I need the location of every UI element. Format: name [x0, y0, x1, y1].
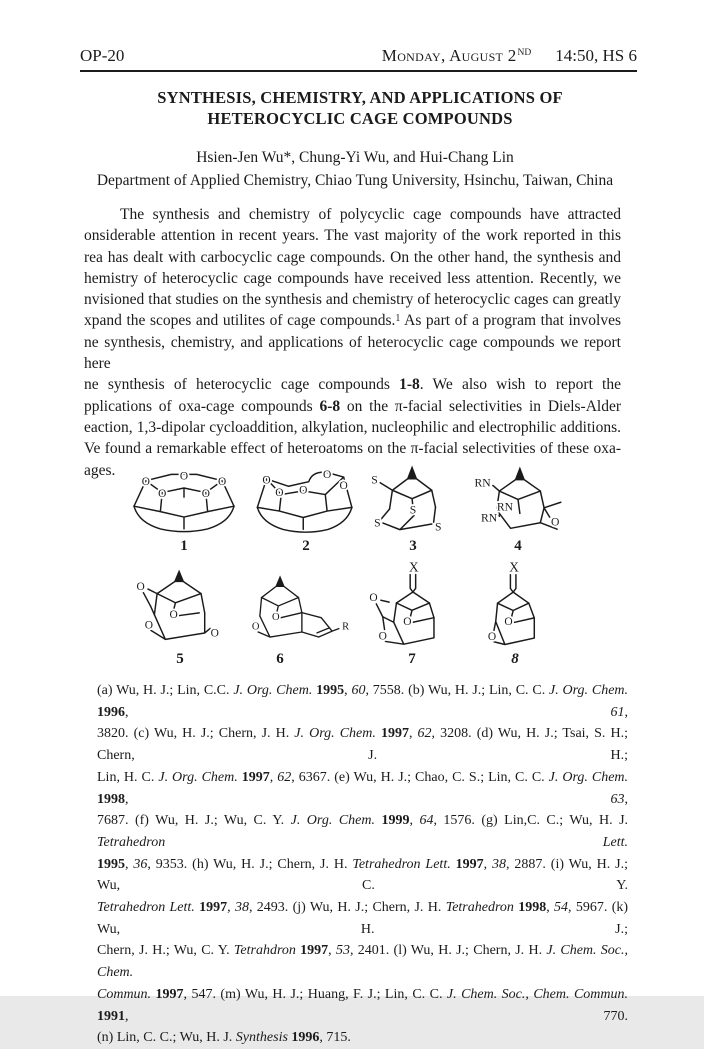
reference-line: Lin, H. C. J. Org. Chem. 1997, 62, 6367. (e) Wu, H. J.; Chao, C. S.; Lin, C. C. J. Org. Chem. 1998, 63, — [97, 769, 629, 807]
compound-6-label: 6 — [276, 651, 284, 667]
atom-label-o: O — [403, 616, 412, 629]
atom-label-o: O — [272, 612, 280, 624]
atom-label-o: O — [210, 627, 219, 640]
atom-label-o: O — [158, 488, 167, 501]
atom-label-s: S — [371, 473, 378, 487]
header-rule — [80, 70, 637, 72]
reference-line: (a) Wu, H. J.; Lin, C.C. J. Org. Chem. 1995, 60, 7558. (b) Wu, H. J.; Lin, C. C. J. Org. Chem. 1996, 61, — [97, 683, 629, 720]
abstract-line: ages. — [84, 461, 116, 479]
compound-1-label: 1 — [180, 538, 188, 555]
atom-label-o: O — [378, 630, 387, 643]
atom-label-o: O — [218, 476, 227, 489]
compound-6 — [238, 574, 354, 668]
affiliation: Department of Applied Chemistry, Chiao Tung University, Hsinchu, Taiwan, China — [96, 172, 614, 189]
abstract-line: eaction, 1,3-dipolar cycloaddition, alkylation, nucleophilic and electrophilic additions. — [84, 418, 621, 436]
abstract-line: nvisioned that studies on the synthesis and chemistry of heterocyclic cages can greatly — [84, 291, 621, 309]
compound-8-label: 8 — [511, 651, 519, 667]
abstract-line: Ve found a remarkable effect of heteroatoms on the π-facial selectivities of these oxa- — [84, 440, 621, 458]
compound-4-structure — [464, 465, 572, 538]
atom-label-s: S — [409, 503, 417, 517]
session-time-room: 14:50, HS 6 — [555, 46, 637, 65]
abstract-line: ne synthesis of heterocyclic cage compounds 1-8. We also wish to report the — [84, 376, 621, 394]
page-header — [80, 46, 637, 72]
atom-label-o: O — [169, 608, 178, 621]
atom-label-o: O — [201, 488, 210, 501]
reference-line: (n) Lin, C. C.; Wu, H. J. Synthesis 1996, 715. — [97, 1030, 351, 1046]
atom-label-rn: RN — [496, 500, 514, 514]
title-line-1: SYNTHESIS, CHEMISTRY, AND APPLICATIONS OF — [157, 88, 563, 107]
compound-4-label: 4 — [514, 538, 522, 555]
reference-line: Tetrahedron Lett. 1997, 38, 2493. (j) Wu, H. J.; Chern, J. H. Tetrahedron 1998, 54, 5967. (k) Wu, H. J.; — [97, 900, 629, 937]
atom-label-o: O — [141, 476, 150, 489]
compound-2 — [250, 467, 362, 555]
compound-5-structure — [126, 568, 234, 650]
reference-line: Chern, J. H.; Wu, C. Y. Tetrahdron 1997, 53, 2401. (l) Wu, H. J.; Chern, J. H. J. Chem. Soc., Chem. — [97, 943, 629, 981]
atom-label-o: O — [179, 470, 189, 483]
abstract-line: xpand the scopes and utilites of cage compounds.$^1$ As part of a program that involves — [84, 312, 621, 330]
atom-label-s: S — [435, 520, 442, 534]
compound-3 — [368, 464, 458, 555]
compound-5-label: 5 — [176, 651, 184, 667]
reference-line: Commun. 1997, 547. (m) Wu, H. J.; Huang, F. J.; Lin, C. C. J. Chem. Soc., Chem. Commun. 1991, 770. — [97, 986, 629, 1024]
reference-line: 7687. (f) Wu, H. J.; Wu, C. Y. J. Org. Chem. 1999, 64, 1576. (g) Lin,C. C.; Wu, H. J. Tetrahedron Lett. — [97, 813, 629, 850]
atom-label-rn: RN — [474, 475, 491, 489]
atom-label-o: O — [504, 616, 513, 629]
atom-label-o: O — [551, 514, 560, 528]
abstract-line: hemistry of heterocyclic cage compounds have received less attention. Recently, we — [84, 269, 621, 287]
atom-label-o: O — [275, 487, 284, 500]
references-block — [97, 680, 628, 1049]
structures-row-1 — [124, 464, 572, 555]
abstract-line: rea has dealt with carbocyclic cage compounds. On the other hand, the synthesis and — [84, 248, 621, 266]
abstract-line: ne synthesis, chemistry, and applications of heterocyclic cage compounds we report here — [84, 333, 621, 373]
abstract-line: onsiderable attention in recent years. The vast majority of the work reported in this — [84, 227, 621, 245]
abstract-body — [84, 204, 621, 481]
atom-label-rn: RN — [481, 511, 498, 525]
page-title — [84, 88, 636, 129]
title-line-2: HETEROCYCLIC CAGE COMPOUNDS — [207, 108, 513, 128]
compound-4 — [464, 465, 572, 556]
reference-line: 1995, 36, 9353. (h) Wu, H. J.; Chern, J. H. Tetrahedron Lett. 1997, 38, 2887. (i) Wu, H. J.; Wu, C. Y. — [97, 856, 629, 894]
date-ordinal: ND — [517, 48, 532, 58]
atom-label-o: O — [136, 580, 145, 593]
session-date: Monday, August 2ND — [381, 46, 532, 65]
abstract-line: pplications of oxa-cage compounds 6-8 on the π-facial selectivities in Diels-Alder — [84, 397, 621, 415]
atom-label-o: O — [369, 592, 378, 605]
atom-label-o: O — [487, 630, 497, 643]
compound-3-structure — [368, 464, 458, 537]
atom-label-x: X — [509, 559, 519, 575]
authors: Hsien-Jen Wu*, Chung-Yi Wu, and Hui-Chang Lin — [196, 149, 514, 166]
compound-7 — [358, 560, 466, 668]
compound-3-label: 3 — [409, 538, 417, 555]
compound-8-structure — [470, 560, 560, 650]
compound-7-structure — [358, 560, 466, 650]
compound-1 — [124, 468, 244, 555]
session-info — [382, 46, 637, 66]
atom-label-o: O — [339, 480, 348, 493]
compound-8 — [470, 560, 560, 668]
structures-row-2 — [126, 560, 560, 668]
compound-1-structure — [124, 468, 244, 537]
atom-label-r: R — [342, 621, 350, 633]
compound-5 — [126, 568, 234, 668]
atom-label-o: O — [251, 621, 260, 633]
atom-label-s: S — [374, 516, 381, 530]
atom-label-o: O — [144, 618, 154, 631]
atom-label-o: O — [262, 474, 271, 487]
compound-6-structure — [238, 574, 354, 650]
abstract-line: The synthesis and chemistry of polycyclic cage compounds have attracted — [120, 206, 621, 223]
compound-2-structure — [250, 467, 362, 537]
atom-label-x: X — [409, 559, 419, 575]
atom-label-o: O — [299, 484, 308, 497]
session-code: OP-20 — [80, 46, 125, 65]
reference-line: 3820. (c) Wu, H. J.; Chern, J. H. J. Org. Chem. 1997, 62, 3208. (d) Wu, H. J.; Tsai, S. H.; Chern, J. H.; — [97, 726, 628, 764]
atom-label-o: O — [322, 469, 332, 482]
byline — [30, 146, 680, 192]
compound-7-label: 7 — [408, 651, 416, 667]
compound-2-label: 2 — [302, 538, 310, 555]
